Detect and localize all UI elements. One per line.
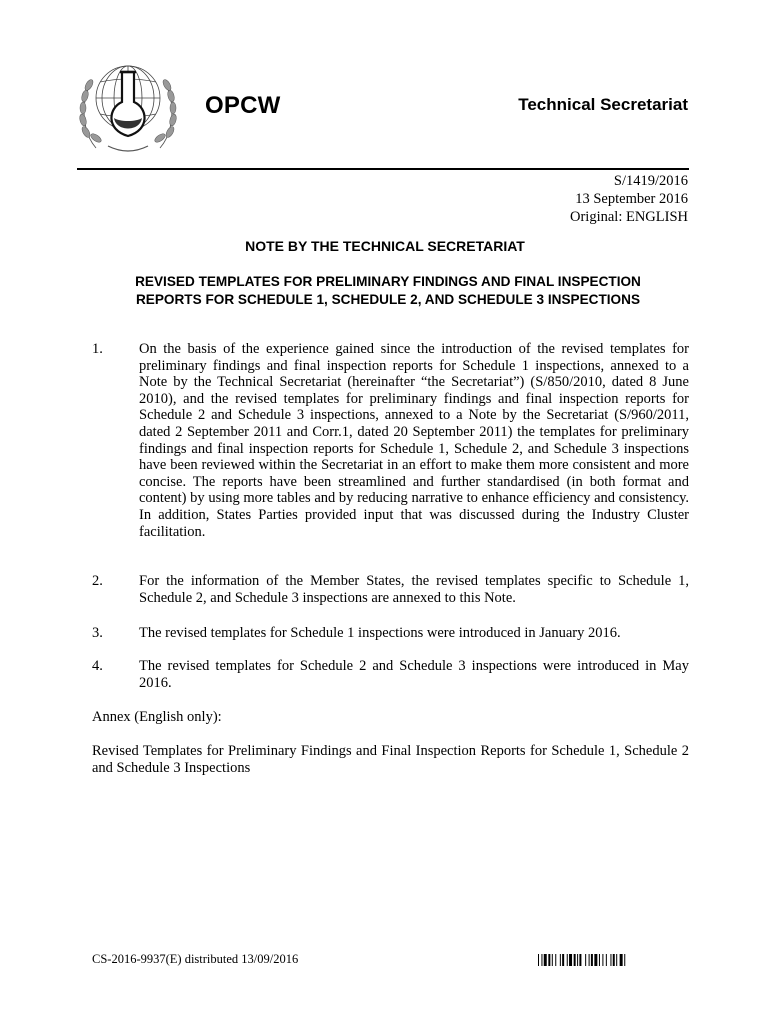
paragraph-4 <box>92 658 689 691</box>
paragraph-number: 4. <box>92 658 103 674</box>
paragraph-1 <box>92 341 689 540</box>
paragraph-3 <box>92 625 689 642</box>
paragraph-text: The revised templates for Schedule 1 inspections were introduced in January 2016. <box>139 625 621 641</box>
paragraph-text: For the information of the Member States, the revised templates specific to Schedule 1, Schedule 2, and Schedule 3 inspections are annexed to this Note. <box>139 573 689 606</box>
paragraph-2 <box>92 573 689 606</box>
document-date: 13 September 2016 <box>575 191 688 207</box>
opcw-emblem-icon <box>76 52 180 164</box>
org-name: OPCW <box>205 92 281 119</box>
header-divider <box>77 168 689 170</box>
note-title: NOTE BY THE TECHNICAL SECRETARIAT <box>245 238 525 254</box>
paragraph-text: On the basis of the experience gained since the introduction of the revised templates for preliminary findings and final inspection reports for Schedule 1 inspections, annexed to a Note by the Technical Secretariat (hereinafter “the Secretariat”) (S/850/2010, dated 8 June 2010), and the revised templates for preliminary findings and final inspection reports for Schedule 2 and Schedule 3 inspections, annexed to a Note by the Secretariat (S/960/2011, dated 2 September 2011 and Corr.1, dated 20 September 2011) the templates for preliminary findings and final inspection reports for Schedule 1, Schedule 2, and Schedule 3 inspections have been reviewed within the Secretariat in an effort to make them more consistent and more concise. The reports have been streamlined and further standardised (in both format and content) by using more tables and by reducing narrative to enhance efficiency and consistency. In addition, States Parties provided input that was discussed during the Industry Cluster facilitation. <box>139 341 689 540</box>
barcode-icon <box>538 954 678 966</box>
annex-description: Revised Templates for Preliminary Findings and Final Inspection Reports for Schedule 1, Schedule 2 and Schedule 3 Inspections <box>92 743 689 776</box>
original-language: Original: ENGLISH <box>570 209 688 225</box>
document-number: S/1419/2016 <box>613 173 688 189</box>
paragraph-number: 3. <box>92 625 103 641</box>
document-title-line-2: REPORTS FOR SCHEDULE 1, SCHEDULE 2, AND SCHEDULE 3 INSPECTIONS <box>135 292 641 307</box>
document-title <box>88 273 688 309</box>
document-meta <box>570 172 688 226</box>
department-name: Technical Secretariat <box>518 95 688 114</box>
annex-label: Annex (English only): <box>92 709 222 725</box>
paragraph-number: 1. <box>92 341 103 357</box>
paragraph-number: 2. <box>92 573 103 589</box>
paragraph-text: The revised templates for Schedule 2 and Schedule 3 inspections were introduced in May 2016. <box>139 658 689 691</box>
distribution-note: CS-2016-9937(E) distributed 13/09/2016 <box>92 952 299 966</box>
document-title-line-1: REVISED TEMPLATES FOR PRELIMINARY FINDINGS AND FINAL INSPECTION <box>135 274 641 289</box>
